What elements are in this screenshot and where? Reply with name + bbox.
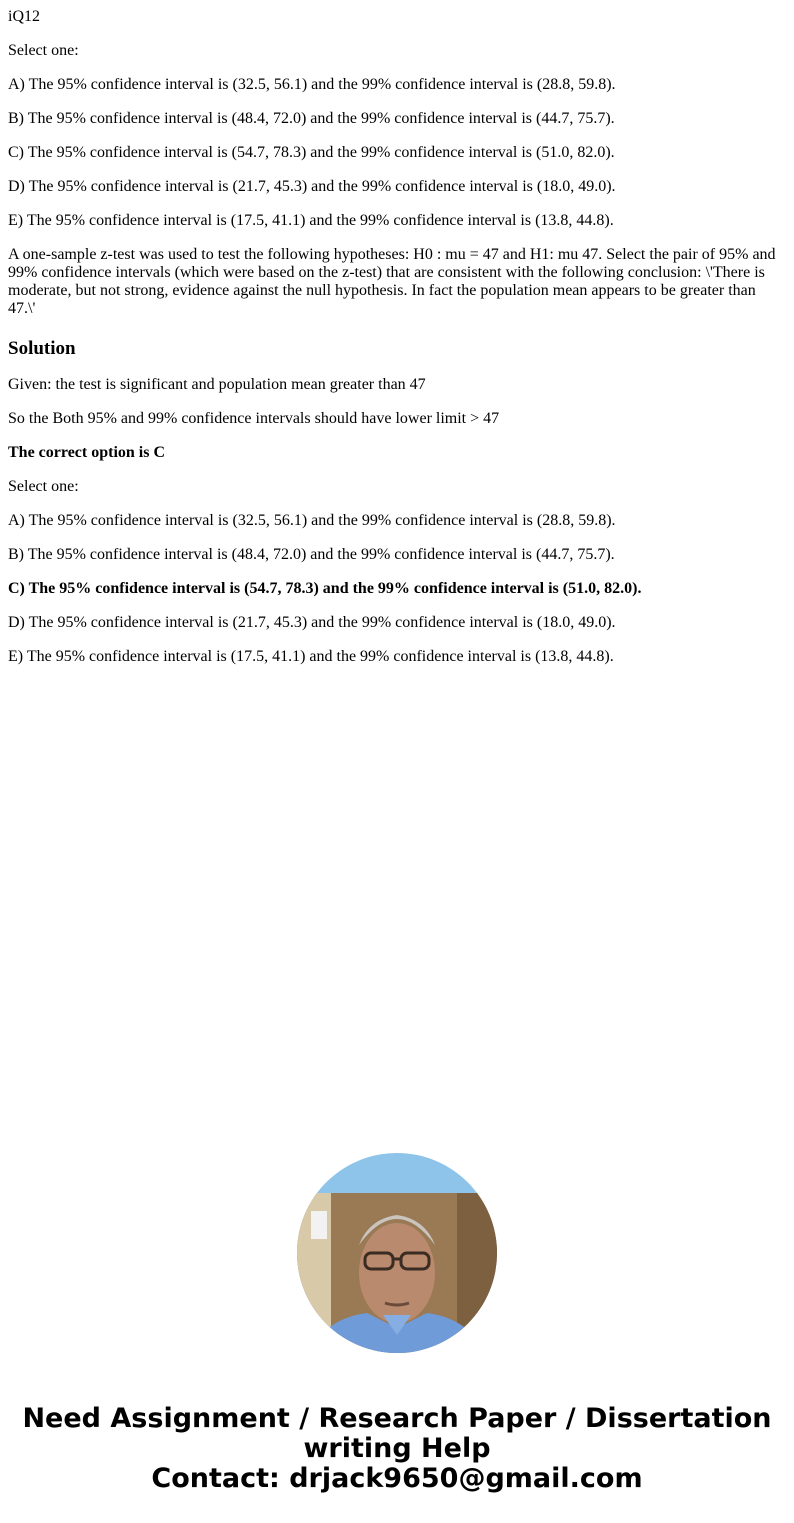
option-e: E) The 95% confidence interval is (17.5, 41.1) and the 99% confidence interval is (13.8, 44.8). xyxy=(8,212,614,229)
solution-option-c-correct: C) The 95% confidence interval is (54.7, 78.3) and the 99% confidence interval is (51.0, 82.0). xyxy=(8,580,642,597)
solution-given: Given: the test is significant and population mean greater than 47 xyxy=(8,376,426,393)
avatar xyxy=(297,1153,497,1353)
select-label: Select one: xyxy=(8,42,79,59)
question-id: iQ12 xyxy=(8,8,40,25)
solution-option-b: B) The 95% confidence interval is (48.4, 72.0) and the 99% confidence interval is (44.7, 75.7). xyxy=(8,546,615,563)
solution-heading: Solution xyxy=(8,338,76,359)
solution-reasoning: So the Both 95% and 99% confidence intervals should have lower limit > 47 xyxy=(8,410,500,427)
solution-select-label: Select one: xyxy=(8,478,79,495)
contact-banner xyxy=(0,1404,794,1494)
banner-line-2: writing Help xyxy=(303,1433,491,1464)
banner-line-1: Need Assignment / Research Paper / Dissertation xyxy=(22,1403,772,1434)
portrait-image xyxy=(297,1153,497,1353)
option-a: A) The 95% confidence interval is (32.5, 56.1) and the 99% confidence interval is (28.8, 59.8). xyxy=(8,76,616,93)
option-d: D) The 95% confidence interval is (21.7, 45.3) and the 99% confidence interval is (18.0, 49.0). xyxy=(8,178,616,195)
document-body xyxy=(8,0,786,682)
banner-line-3: Contact: drjack9650@gmail.com xyxy=(151,1463,643,1494)
solution-option-a: A) The 95% confidence interval is (32.5, 56.1) and the 99% confidence interval is (28.8, 59.8). xyxy=(8,512,616,529)
option-b: B) The 95% confidence interval is (48.4, 72.0) and the 99% confidence interval is (44.7, 75.7). xyxy=(8,110,615,127)
question-prompt: A one-sample z-test was used to test the following hypotheses: H0 : mu = 47 and H1: mu 47. Select the pair of 95% and 99% confidence intervals (which were based on the z-test) that are consistent with the following conclusion: \'There is moderate, but not strong, evidence against the null hypothesis. In fact the population mean appears to be greater than 47.\' xyxy=(8,246,776,317)
solution-answer: The correct option is C xyxy=(8,444,166,461)
option-c: C) The 95% confidence interval is (54.7, 78.3) and the 99% confidence interval is (51.0, 82.0). xyxy=(8,144,615,161)
solution-option-d: D) The 95% confidence interval is (21.7, 45.3) and the 99% confidence interval is (18.0, 49.0). xyxy=(8,614,616,631)
solution-option-e: E) The 95% confidence interval is (17.5, 41.1) and the 99% confidence interval is (13.8, 44.8). xyxy=(8,648,614,665)
